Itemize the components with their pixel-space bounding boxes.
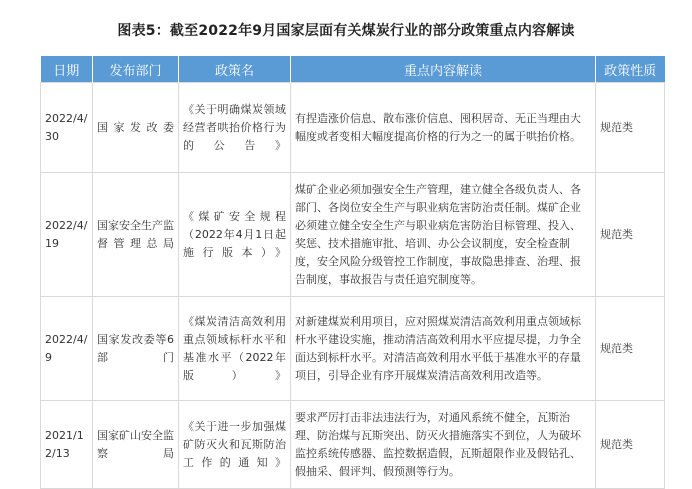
header-type: 政策性质 xyxy=(596,56,665,83)
header-dept: 发布部门 xyxy=(93,56,179,83)
cell-dept: 国家发改委 xyxy=(93,83,179,173)
cell-content: 煤矿企业必须加强安全生产管理，建立健全各级负责人、各部门、各岗位安全生产与职业病危害防治责任制。煤矿企业必须建立健全安全生产与职业病危害防治目标管理、投入、奖惩、技术措施审批、培训、办公会议制度，安全检查制度，安全风险分级管控工作制度，事故隐患排查、治理、报告制度，事故报告与责任追究制度等。 xyxy=(291,173,596,297)
table-header-row xyxy=(41,56,665,83)
cell-dept: 国家发改委等6部门 xyxy=(93,297,179,401)
cell-content: 要求严厉打击非法违法行为，对通风系统不健全，瓦斯治理、防治煤与瓦斯突出、防灭火措施落实不到位，人为破坏监控系统传感器、监控数据造假，瓦斯超限作业及假钻孔、假抽采、假评判、假预测等行为。 xyxy=(291,401,596,489)
cell-type: 规范类 xyxy=(596,297,665,401)
policy-table xyxy=(40,56,665,489)
cell-content: 有捏造涨价信息、散布涨价信息、囤积居奇、无正当理由大幅度或者变相大幅度提高价格的行为之一的属于哄抬价格。 xyxy=(291,83,596,173)
cell-policy-name: 《煤矿安全规程（2022年4月1日起施行版本）》 xyxy=(179,173,291,297)
header-date: 日期 xyxy=(41,56,93,83)
cell-type: 规范类 xyxy=(596,83,665,173)
cell-date: 2021/12/13 xyxy=(41,401,93,489)
cell-policy-name: 《关于进一步加强煤矿防灭火和瓦斯防治工作的通知》 xyxy=(179,401,291,489)
table-row xyxy=(41,83,665,173)
header-content: 重点内容解读 xyxy=(291,56,596,83)
table-row xyxy=(41,173,665,297)
cell-date: 2022/4/19 xyxy=(41,173,93,297)
table-row xyxy=(41,401,665,489)
cell-date: 2022/4/9 xyxy=(41,297,93,401)
cell-policy-name: 《煤炭清洁高效利用重点领域标杆水平和基准水平（2022年版）》 xyxy=(179,297,291,401)
cell-dept: 国家矿山安全监察局 xyxy=(93,401,179,489)
cell-dept: 国家安全生产监督管理总局 xyxy=(93,173,179,297)
cell-date: 2022/4/30 xyxy=(41,83,93,173)
cell-content: 对新建煤炭利用项目，应对照煤炭清洁高效利用重点领域标杆水平建设实施，推动清洁高效利用水平应提尽提，力争全面达到标杆水平。对清洁高效利用水平低于基准水平的存量项目，引导企业有序开展煤炭清洁高效利用改造等。 xyxy=(291,297,596,401)
header-name: 政策名 xyxy=(179,56,291,83)
table-row xyxy=(41,297,665,401)
cell-type: 规范类 xyxy=(596,173,665,297)
cell-policy-name: 《关于明确煤炭领域经营者哄抬价格行为的公告》 xyxy=(179,83,291,173)
cell-type: 规范类 xyxy=(596,401,665,489)
chart-title: 图表5：截至2022年9月国家层面有关煤炭行业的部分政策重点内容解读 xyxy=(117,23,575,39)
